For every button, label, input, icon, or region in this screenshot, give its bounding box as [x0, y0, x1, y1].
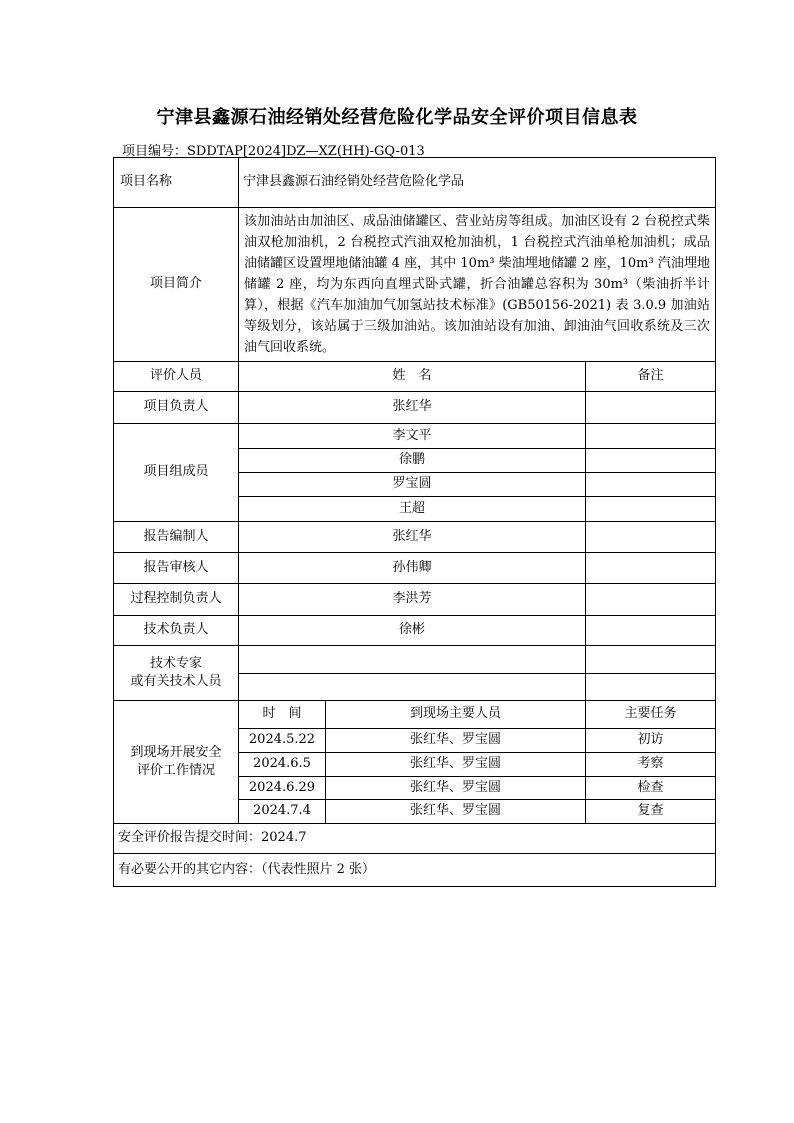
- writer-name: 张红华: [239, 522, 586, 553]
- reviewer-name: 孙伟卿: [239, 553, 586, 584]
- visit-task: 检查: [586, 777, 716, 800]
- member-note: [586, 497, 716, 522]
- visits-role: [114, 701, 239, 824]
- experts-role-line1: 技术专家: [149, 655, 202, 671]
- visits-role-line1: 到现场开展安全: [130, 744, 222, 760]
- tech-name: 徐彬: [239, 616, 586, 646]
- leader-role: 项目负责人: [114, 392, 239, 424]
- process-role: 过程控制负责人: [114, 584, 239, 616]
- experts-role: [114, 646, 239, 701]
- visit-time: 2024.6.5: [239, 753, 326, 777]
- member-name: 王超: [239, 497, 586, 522]
- other-public-content: 有必要公开的其它内容：（代表性照片 2 张）: [114, 854, 716, 887]
- tech-role: 技术负责人: [114, 616, 239, 646]
- expert-note: [586, 674, 716, 701]
- member-note: [586, 449, 716, 473]
- member-name: 徐鹏: [239, 449, 586, 473]
- process-note: [586, 584, 716, 616]
- staff-header-note: 备注: [586, 362, 716, 392]
- visits-header-task: 主要任务: [586, 701, 716, 729]
- visit-time: 2024.7.4: [239, 800, 326, 824]
- expert-name: [239, 674, 586, 701]
- tech-note: [586, 616, 716, 646]
- project-name-value: 宁津县鑫源石油经销处经营危险化学品: [239, 158, 716, 208]
- writer-note: [586, 522, 716, 553]
- leader-note: [586, 392, 716, 424]
- visit-people: 张红华、罗宝圆: [326, 800, 586, 824]
- leader-name: 张红华: [239, 392, 586, 424]
- intro-label: 项目简介: [114, 208, 239, 362]
- project-number: 项目编号：SDDTAP[2024]DZ—XZ(HH)-GQ-013: [122, 144, 425, 159]
- expert-note: [586, 646, 716, 674]
- visit-time: 2024.6.29: [239, 777, 326, 800]
- project-name-label: 项目名称: [114, 158, 239, 208]
- document-title: 宁津县鑫源石油经销处经营危险化学品安全评价项目信息表: [156, 107, 638, 128]
- process-name: 李洪芳: [239, 584, 586, 616]
- visit-task: 复查: [586, 800, 716, 824]
- info-table: [113, 157, 716, 887]
- visit-people: 张红华、罗宝圆: [326, 777, 586, 800]
- staff-header-role: 评价人员: [114, 362, 239, 392]
- visits-header-time: 时 间: [239, 701, 326, 729]
- reviewer-role: 报告审核人: [114, 553, 239, 584]
- visit-people: 张红华、罗宝圆: [326, 753, 586, 777]
- reviewer-note: [586, 553, 716, 584]
- visit-people: 张红华、罗宝圆: [326, 729, 586, 753]
- member-name: 罗宝圆: [239, 473, 586, 497]
- visits-role-line2: 评价工作情况: [136, 763, 215, 778]
- expert-name: [239, 646, 586, 674]
- members-role: 项目组成员: [114, 424, 239, 522]
- member-note: [586, 473, 716, 497]
- member-name: 李文平: [239, 424, 586, 449]
- member-note: [586, 424, 716, 449]
- visit-task: 初访: [586, 729, 716, 753]
- visit-time: 2024.5.22: [239, 729, 326, 753]
- staff-header-name: 姓 名: [239, 362, 586, 392]
- visit-task: 考察: [586, 753, 716, 777]
- experts-role-line2: 或有关技术人员: [130, 674, 222, 689]
- visits-header-people: 到现场主要人员: [326, 701, 586, 729]
- intro-text: 该加油站由加油区、成品油储罐区、营业站房等组成。加油区设有 2 台税控式柴油双枪加油机，2 台税控式汽油双枪加油机，1 台税控式汽油单枪加油机；成品油储罐区设置埋地储油罐 4 座，其中 10m³ 柴油埋地储罐 2 座，10m³ 汽油埋地储罐 2 座，均为东西向直埋式卧式罐，折合油罐总容积为 30m³（柴油折半计算），根据《汽车加油加气加氢站技术标准》(GB50156-2021) 表 3.0.9 加油站等级划分，该站属于三级加油站。该加油站设有加油、卸油油气回收系统及三次油气回收系统。: [239, 208, 716, 362]
- writer-role: 报告编制人: [114, 522, 239, 553]
- submit-time: 安全评价报告提交时间：2024.7: [114, 824, 716, 854]
